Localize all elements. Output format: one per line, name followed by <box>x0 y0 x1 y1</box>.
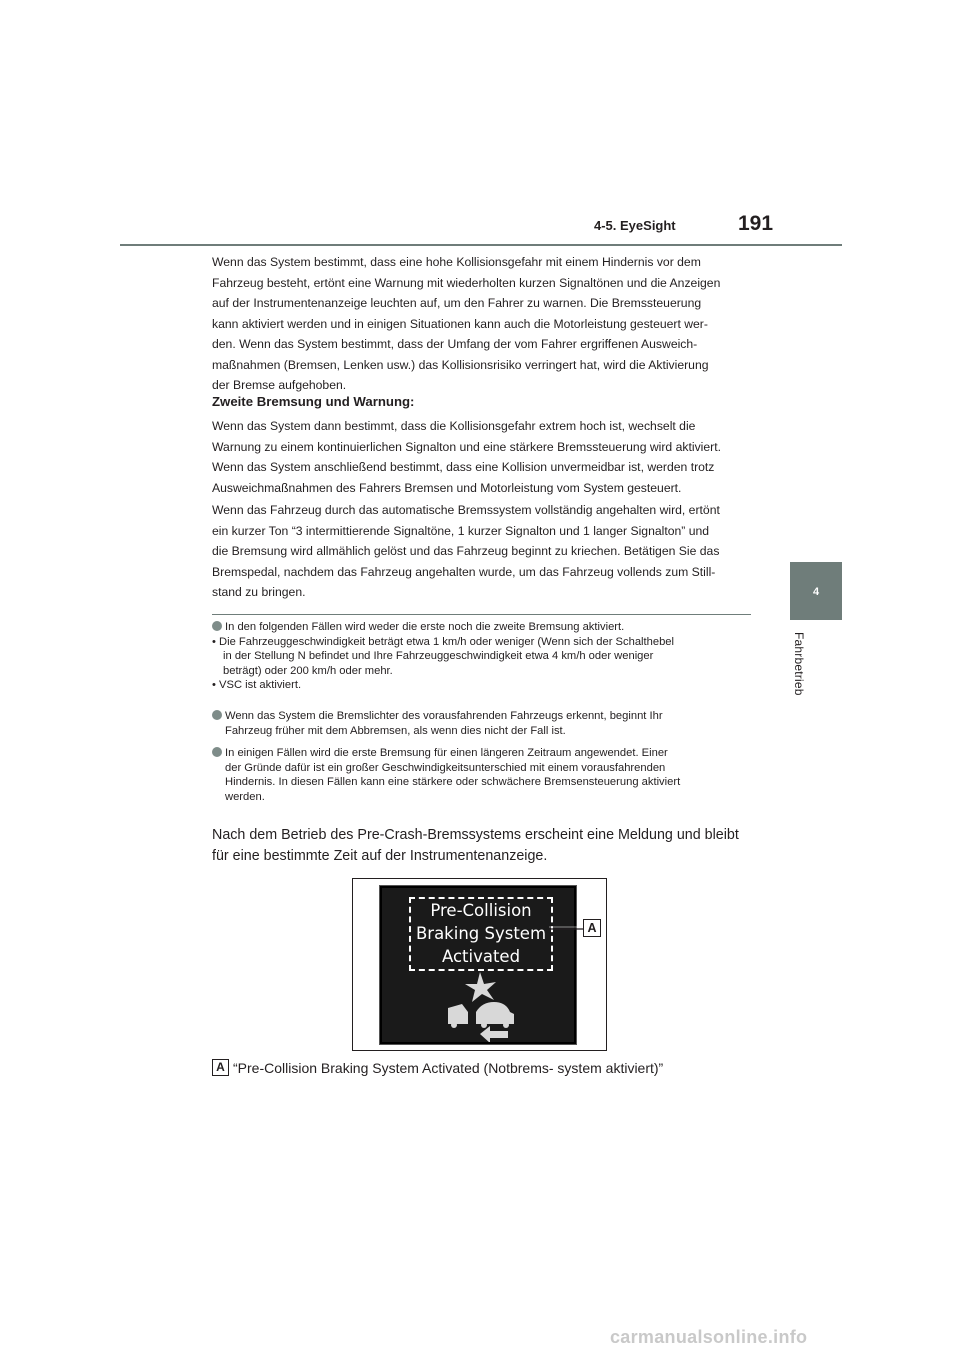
text-line: der Gründe dafür ist ein großer Geschwindigkeitsunterschied mit einem vorausfahrenden <box>225 761 666 774</box>
text-line: Wenn das System dann bestimmt, dass die Kollisionsgefahr extrem hoch ist, wechselt die <box>212 419 696 433</box>
collision-warning-icon <box>432 972 532 1042</box>
text-line: ein kurzer Ton “3 intermittierende Signaltöne, 1 kurzer Signalton und 1 langer Signalton” und <box>212 523 710 538</box>
second-braking-paragraph-2 <box>212 500 752 603</box>
text-line: maßnahmen (Bremsen, Lenken usw.) das Kollisionsrisiko verringert hat, wird die Aktivierung <box>212 357 709 372</box>
callout-leader-line <box>549 924 585 932</box>
text-line: in der Stellung N befindet und Ihre Fahrzeuggeschwindigkeit etwa 4 km/h oder weniger <box>223 650 654 663</box>
text-line: Nach dem Betrieb des Pre-Crash-Bremssystems erscheint eine Meldung und bleibt <box>212 827 739 843</box>
text-line: auf der Instrumentenanzeige leuchten auf, um den Fahrer zu warnen. Die Bremssteuerung <box>212 296 702 310</box>
text-line: Hindernis. In diesen Fällen kann eine stärkere oder schwächere Bremsensteuerung aktiviert <box>225 776 681 789</box>
text-line: die Bremsung wird allmählich gelöst und das Fahrzeug beginnt zu kriechen. Betätigen Sie das <box>212 544 720 558</box>
text-line: werden. <box>225 790 265 803</box>
bullet-icon <box>212 710 222 720</box>
note-1-lead: In den folgenden Fällen wird weder die erste noch die zweite Bremsung aktiviert. <box>225 621 625 633</box>
text-line: Fahrzeug besteht, ertönt eine Warnung mit wiederholten kurzen Signaltönen und die Anzeigen <box>212 275 721 290</box>
after-operation-paragraph <box>212 825 772 867</box>
car-icon <box>448 1002 514 1028</box>
caption-marker: A <box>212 1059 229 1076</box>
watermark: carmanualsonline.info <box>610 1327 808 1347</box>
message-line-2: Braking System <box>415 924 547 943</box>
text-line: stand zu bringen. <box>212 585 306 599</box>
text-line: den. Wenn das System bestimmt, dass der Umfang der vom Fahrer ergriffenen Ausweich- <box>212 337 698 351</box>
bullet-icon <box>212 747 222 757</box>
text-line: In einigen Fällen wird die erste Bremsung für einen längeren Zeitraum angewendet. Einer <box>225 747 668 759</box>
text-line: Wenn das System die Bremslichter des vorausfahrenden Fahrzeugs erkennt, beginnt Ihr <box>225 710 663 722</box>
text-line: Wenn das System bestimmt, dass eine hohe Kollisionsgefahr mit einem Hindernis vor dem <box>212 255 701 269</box>
second-braking-heading: Zweite Bremsung und Warnung: <box>212 394 415 409</box>
note-1-sub-item-1 <box>212 635 752 679</box>
chapter-tab <box>790 562 842 620</box>
text-line: kann aktiviert werden und in einigen Situationen kann auch die Motorleistung gesteuert wer- <box>212 316 708 331</box>
display-background <box>382 888 574 1042</box>
second-braking-paragraph-1 <box>212 416 752 498</box>
arrow-left-icon <box>480 1026 508 1042</box>
collision-star-icon <box>465 972 496 1002</box>
text-line: Wenn das Fahrzeug durch das automatische Bremssystem vollständig angehalten wird, ertönt <box>212 503 720 517</box>
note-3 <box>212 746 752 804</box>
text-line: • Die Fahrzeuggeschwindigkeit beträgt etwa 1 km/h oder weniger (Wenn sich der Schalthebel <box>212 635 675 648</box>
chapter-number: 4 <box>812 586 820 598</box>
intro-paragraph <box>212 252 752 396</box>
caption-text: “Pre-Collision Braking System Activated (Notbrems- system aktiviert)” <box>233 1060 664 1076</box>
page-number: 191 <box>738 212 774 235</box>
text-line: Bremspedal, nachdem das Fahrzeug angehalten wurde, um das Fahrzeug vollends zum Still- <box>212 564 716 579</box>
message-line-3: Activated <box>441 947 521 966</box>
note-1-sub-item-2: • VSC ist aktiviert. <box>212 679 302 692</box>
text-line: Wenn das System anschließend bestimmt, dass eine Kollision unvermeidbar ist, werden trotz <box>212 460 715 474</box>
text-line: Ausweichmaßnahmen des Fahrers Bremsen und Motorleistung vom System gesteuert. <box>212 480 682 495</box>
text-line: für eine bestimmte Zeit auf der Instrumentenanzeige. <box>212 848 548 864</box>
message-line-1: Pre-Collision <box>430 901 532 920</box>
text-line: Warnung zu einem kontinuierlichen Signalton und eine stärkere Bremssteuerung wird aktiviert. <box>212 439 721 454</box>
note-1 <box>212 620 752 693</box>
instrument-display-figure <box>352 878 607 1051</box>
header-divider <box>120 244 842 246</box>
warning-message-box <box>409 897 553 971</box>
notes-divider <box>212 614 751 615</box>
bullet-icon <box>212 621 222 631</box>
text-line: der Bremse aufgehoben. <box>212 378 347 392</box>
callout-label-a: A <box>583 919 601 937</box>
section-title: 4-5. EyeSight <box>594 218 676 233</box>
text-line: Fahrzeug früher mit dem Abbremsen, als wenn dies nicht der Fall ist. <box>225 724 566 737</box>
note-2 <box>212 709 752 738</box>
instrument-display-screen <box>379 885 577 1045</box>
chapter-label: Fahrbetrieb <box>792 632 806 696</box>
text-line: beträgt) oder 200 km/h oder mehr. <box>223 664 393 677</box>
